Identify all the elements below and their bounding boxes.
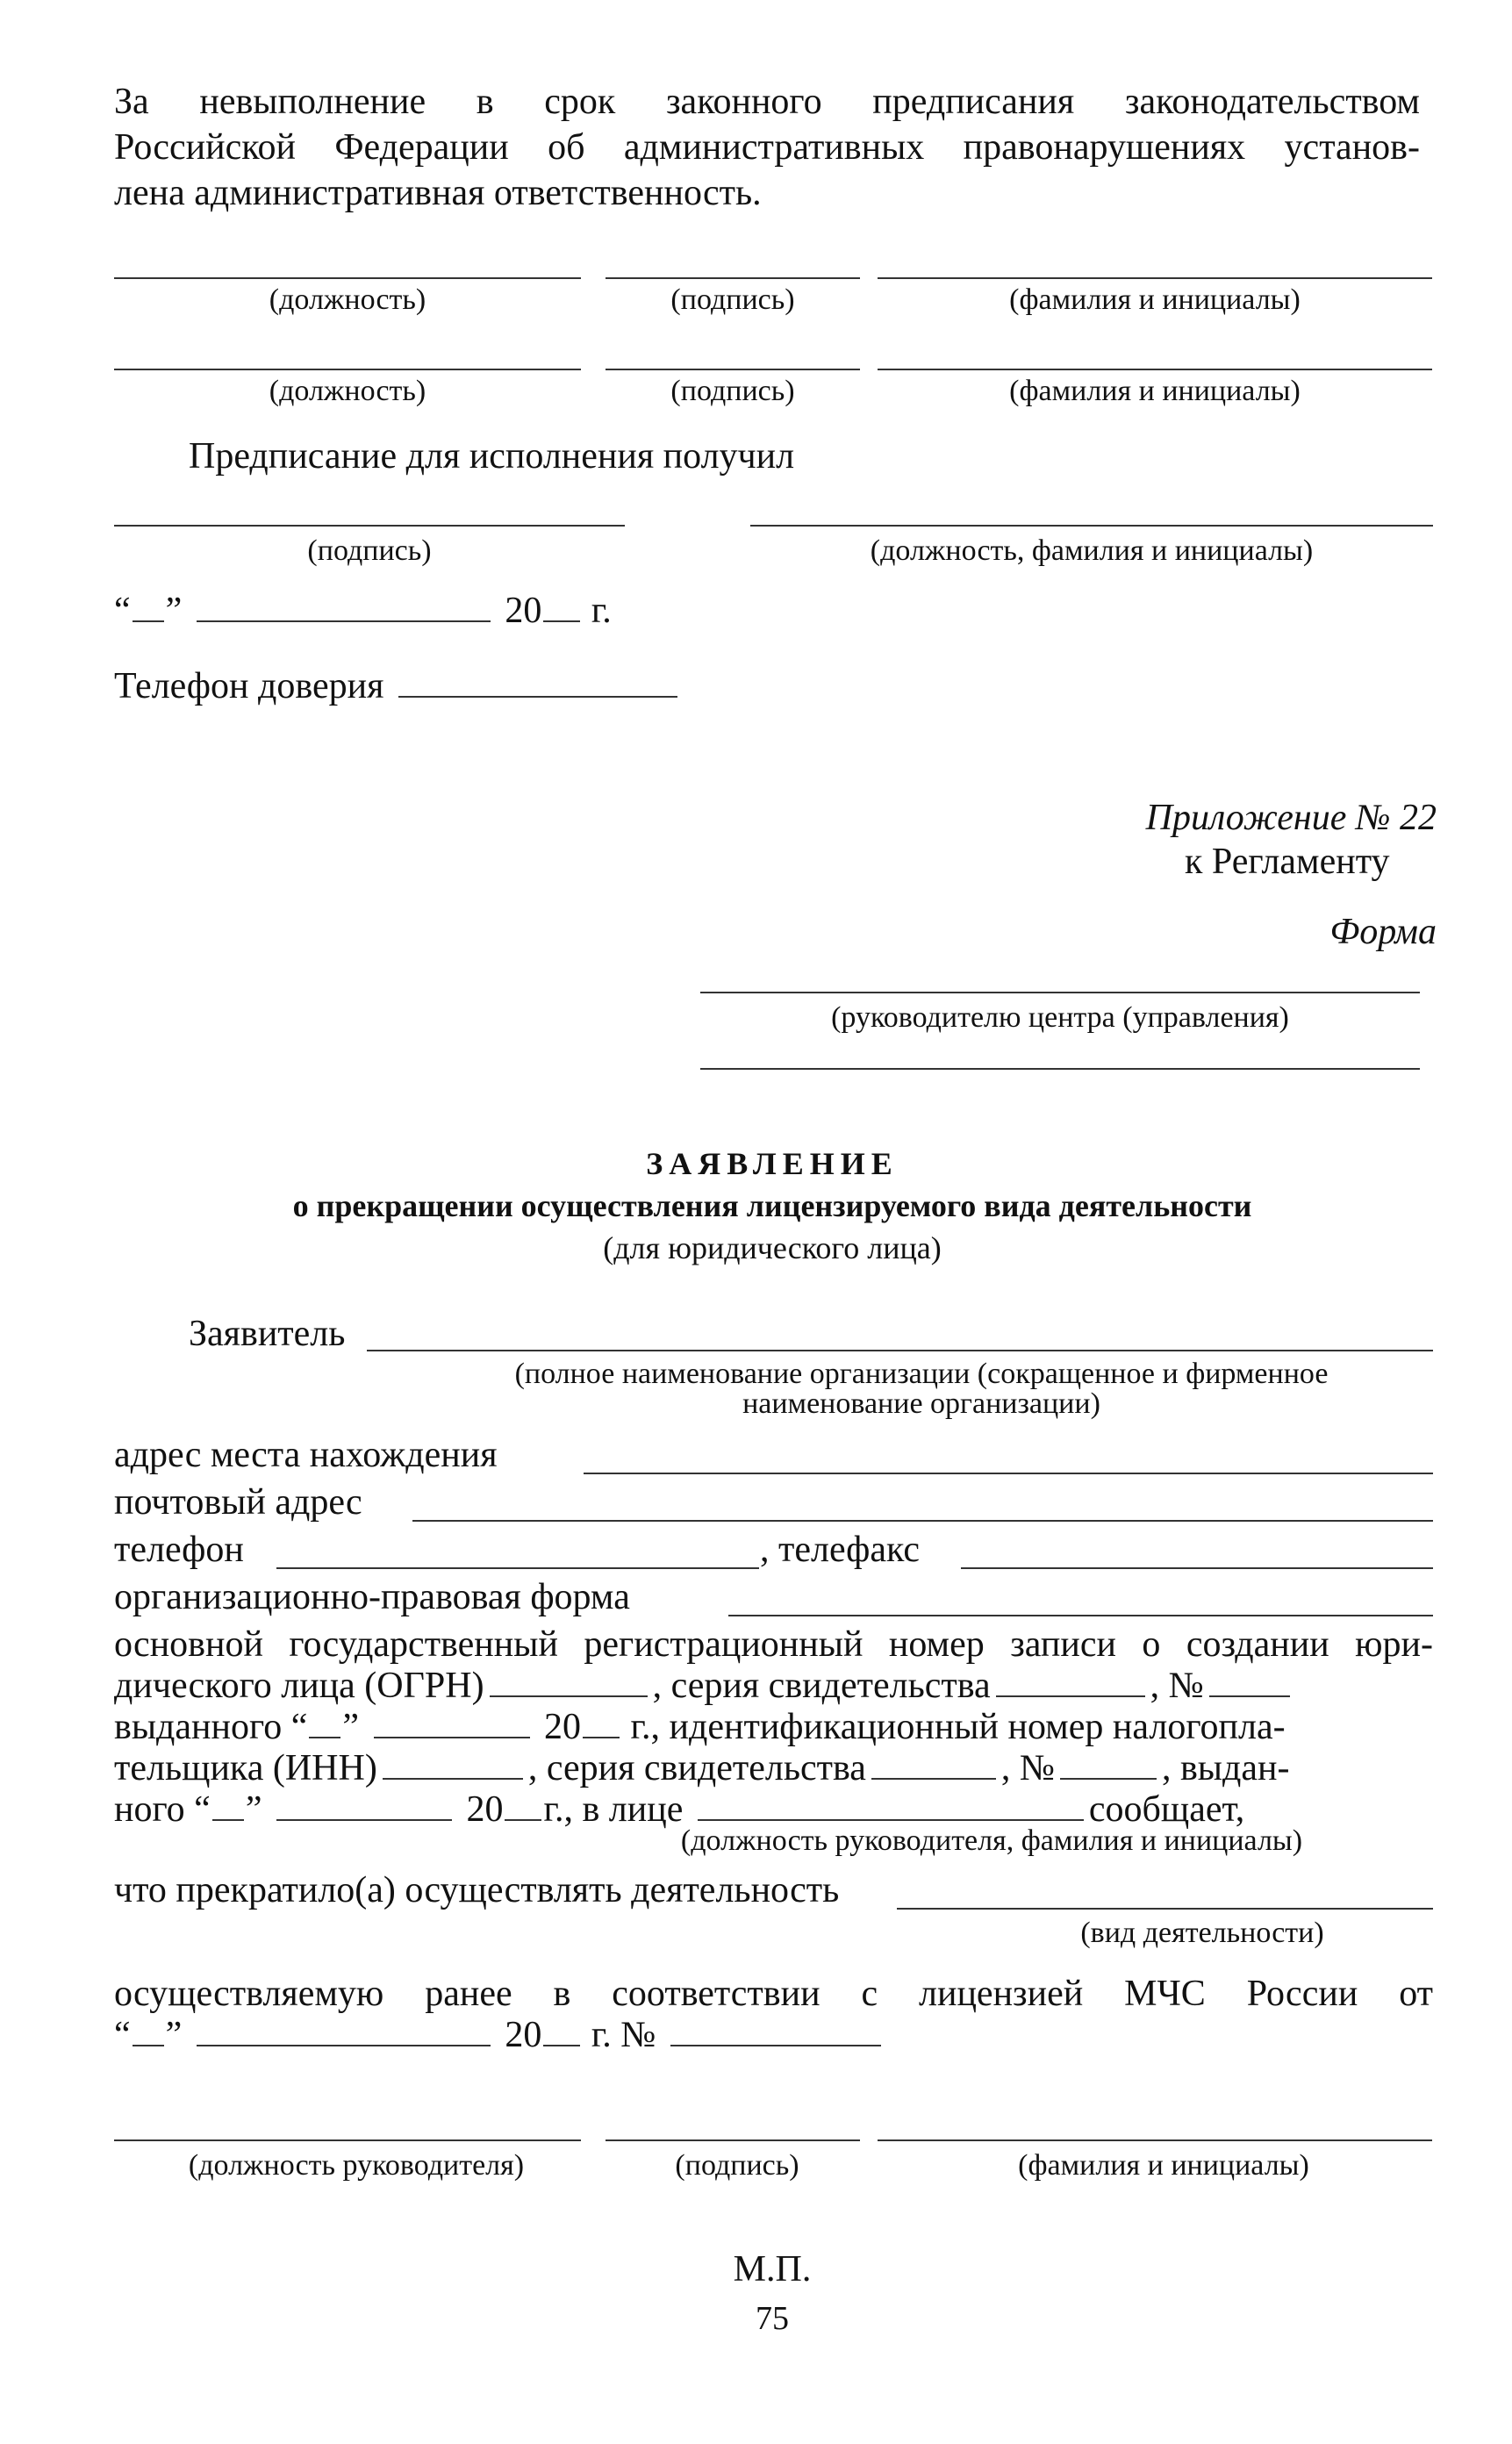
series-field-2[interactable] (871, 1778, 996, 1780)
fax-field[interactable] (961, 1567, 1433, 1569)
legal-form-field[interactable] (728, 1615, 1433, 1616)
date-close-quote: ” (165, 591, 183, 631)
inn-label: тельщика (ИНН) (114, 1748, 377, 1788)
intro-line-2: Российской Федерации об административных правонарушениях установ- (114, 127, 1420, 168)
activity-type-field[interactable] (897, 1908, 1433, 1910)
ogrn-line-1: основной государственный регистрационный номер записи о создании юри- (114, 1624, 1433, 1665)
name-caption-2: (фамилия и инициалы) (1009, 375, 1301, 407)
position-line-1[interactable] (114, 277, 581, 279)
statement-title: ЗАЯВЛЕНИЕ (646, 1146, 899, 1181)
received-signature-caption: (подпись) (307, 534, 432, 567)
license-month-field[interactable] (197, 2045, 491, 2046)
head-position-final-caption: (должность руководителя) (188, 2149, 525, 2182)
date-month-field[interactable] (197, 620, 491, 622)
name-line-1[interactable] (878, 277, 1432, 279)
license-line-2: “ ” 20 г. № (114, 2012, 886, 2058)
postal-label: почтовый адрес (114, 1482, 362, 1523)
phone-label: Телефон доверия (114, 666, 384, 706)
issued2-line: ного “ ” 20 г., в лице сообщает, (114, 1789, 1245, 1830)
series-label-1: , серия свидетельства (652, 1666, 991, 1706)
phone-row (114, 663, 683, 709)
date-year-prefix: 20 (505, 591, 542, 631)
position-caption-2: (должность) (269, 375, 426, 407)
received-name-caption: (должность, фамилия и инициалы) (870, 534, 1314, 567)
issued-month-field[interactable] (374, 1737, 530, 1738)
issued-day-field[interactable] (309, 1737, 340, 1738)
in-person-label: г., в лице (543, 1789, 684, 1830)
received-name-line[interactable] (750, 525, 1433, 527)
issued2-suffix: , выдан- (1161, 1748, 1290, 1788)
intro-line-3: лена административная ответственность. (114, 173, 762, 213)
signature-caption-2: (подпись) (670, 375, 795, 407)
received-signature-line[interactable] (114, 525, 625, 527)
applicant-caption-2: наименование организации) (742, 1387, 1100, 1420)
head-name-caption: (фамилия и инициалы) (1018, 2149, 1309, 2182)
appendix-subtitle: к Регламенту (1185, 842, 1390, 882)
license-line-1: осуществляемую ранее в соответствии с лицензией МЧС России от (114, 1974, 1433, 2014)
issued2-label: ного (114, 1789, 185, 1830)
statement-note: (для юридического лица) (603, 1230, 942, 1265)
number-label-1: , № (1150, 1666, 1204, 1706)
stopped-label: что прекратило(а) осуществлять деятельность (114, 1870, 840, 1910)
applicant-label: Заявитель (189, 1314, 346, 1354)
number-field-1[interactable] (1209, 1695, 1290, 1697)
issued2-month-field[interactable] (276, 1819, 452, 1821)
license-number-label: г. № (591, 2015, 656, 2055)
ogrn-line-2 (114, 1663, 1433, 1709)
signature-line-2[interactable] (606, 369, 860, 370)
series-field-1[interactable] (996, 1695, 1145, 1697)
addressee-line-2[interactable] (700, 1068, 1420, 1070)
fax-label: , телефакс (760, 1530, 920, 1570)
applicant-field[interactable] (367, 1350, 1433, 1351)
stamp-place: М.П. (733, 2249, 812, 2290)
inn-line (114, 1745, 1433, 1791)
addressee-line-1[interactable] (700, 992, 1420, 993)
head-name-line[interactable] (878, 2139, 1432, 2141)
appendix-title: Приложение № 22 (1145, 798, 1437, 838)
head-position-field[interactable] (698, 1819, 1084, 1821)
statement-subtitle: о прекращении осуществления лицензируемого вида деятельности (292, 1188, 1252, 1223)
license-day-field[interactable] (133, 2045, 164, 2046)
head-position-line[interactable] (114, 2139, 581, 2141)
intro-line-1: За невыполнение в срок законного предписания законодательством (114, 82, 1420, 122)
address-label: адрес места нахождения (114, 1435, 498, 1475)
reports-label: сообщает, (1088, 1789, 1245, 1830)
date-open-quote: “ (114, 591, 131, 631)
date-line-1 (114, 588, 612, 634)
addressee-caption: (руководителю центра (управления) (831, 1001, 1289, 1034)
legal-form-label: организационно-правовая форма (114, 1577, 630, 1617)
head-position-caption: (должность руководителя, фамилия и инициалы) (680, 1824, 1303, 1857)
number-field-2[interactable] (1060, 1778, 1157, 1780)
head-signature-line[interactable] (606, 2139, 860, 2141)
issued-year-field[interactable] (583, 1737, 620, 1738)
phone-field[interactable] (398, 696, 677, 698)
issued-line: выданного “ ” 20 г., идентификационный номер налогопла- (114, 1707, 1286, 1747)
applicant-phone-field[interactable] (276, 1567, 759, 1569)
postal-field[interactable] (412, 1520, 1433, 1522)
applicant-caption-1: (полное наименование организации (сокращенное и фирменное (514, 1358, 1329, 1390)
issued-label: выданного (114, 1707, 283, 1747)
signature-caption-1: (подпись) (670, 283, 795, 316)
issued2-year-field[interactable] (505, 1819, 541, 1821)
applicant-phone-label: телефон (114, 1530, 244, 1570)
license-year-field[interactable] (543, 2045, 580, 2046)
issued2-day-field[interactable] (212, 1819, 244, 1821)
activity-type-caption: (вид деятельности) (1080, 1917, 1324, 1949)
ogrn-label: дического лица (ОГРН) (114, 1666, 484, 1706)
inn-field[interactable] (383, 1778, 523, 1780)
received-label: Предписание для исполнения получил (189, 436, 795, 477)
form-label: Форма (1329, 912, 1437, 952)
page-number: 75 (756, 2300, 789, 2337)
position-line-2[interactable] (114, 369, 581, 370)
license-number-field[interactable] (670, 2045, 881, 2046)
inn-intro: г., идентификационный номер налогопла- (630, 1707, 1286, 1747)
date-year-suffix: г. (591, 591, 612, 631)
name-line-2[interactable] (878, 369, 1432, 370)
number-label-2: , № (1000, 1748, 1055, 1788)
ogrn-field[interactable] (490, 1695, 648, 1697)
head-signature-caption: (подпись) (675, 2149, 799, 2182)
address-field[interactable] (584, 1473, 1433, 1474)
position-caption-1: (должность) (269, 283, 426, 316)
signature-line-1[interactable] (606, 277, 860, 279)
name-caption-1: (фамилия и инициалы) (1009, 283, 1301, 316)
date-year-field[interactable] (543, 620, 580, 622)
date-day-field[interactable] (133, 620, 164, 622)
series-label-2: , серия свидетельства (527, 1748, 866, 1788)
